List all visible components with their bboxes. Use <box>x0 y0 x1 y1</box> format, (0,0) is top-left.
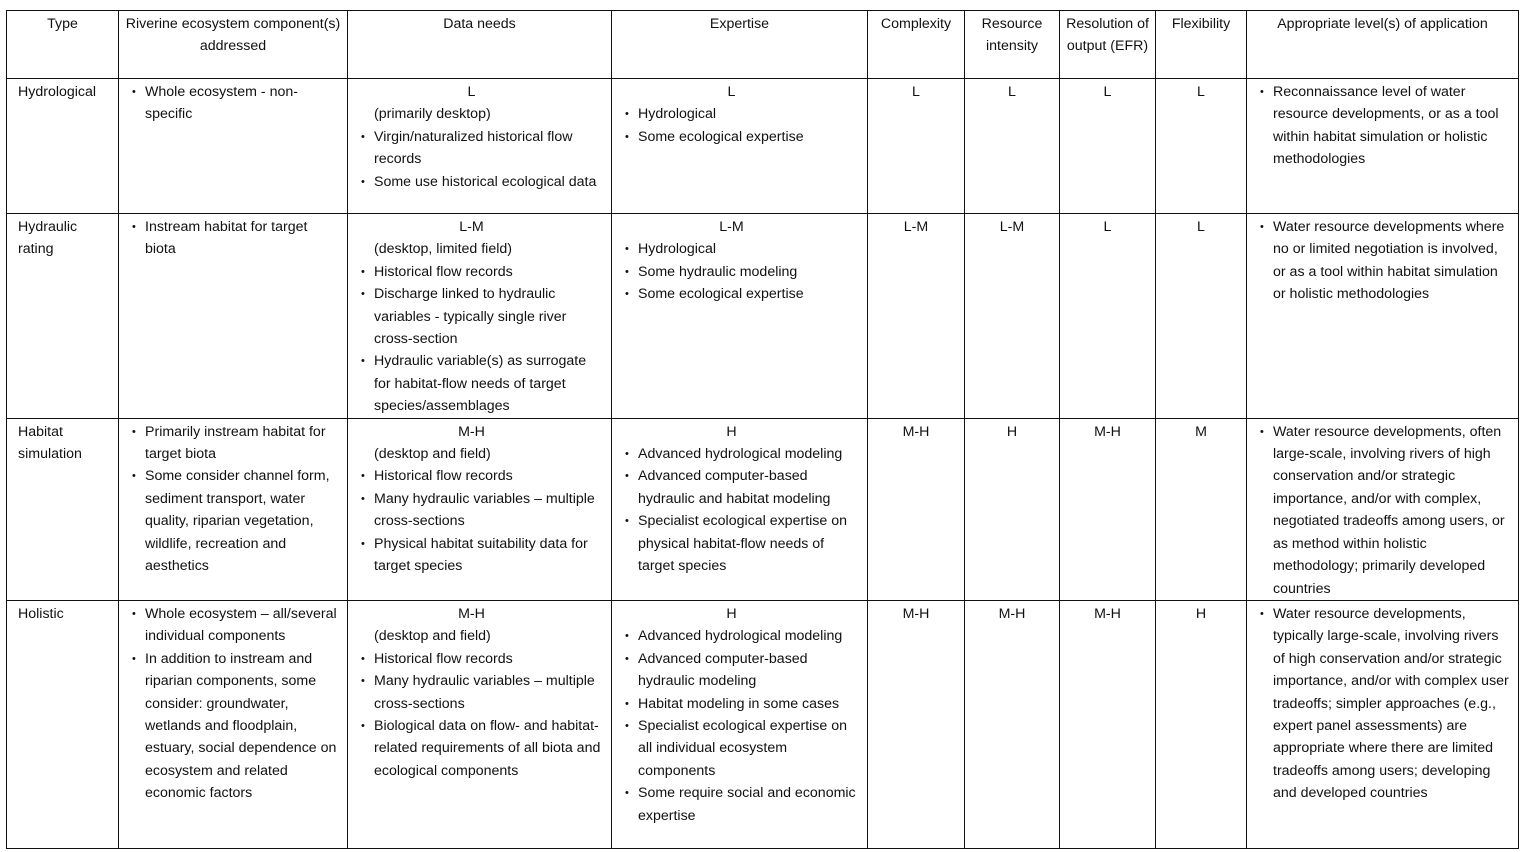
data-needs-cell <box>348 214 612 419</box>
list-item: • Biological data on flow- and habitat-related requirements of all biota and ecological components <box>358 715 605 782</box>
bullet-icon: • <box>361 470 365 483</box>
resource-cell: H <box>965 418 1060 600</box>
bullet-icon: • <box>361 537 365 550</box>
flexibility-cell: H <box>1156 600 1247 848</box>
application-list <box>1257 603 1512 805</box>
bullet-icon: • <box>625 719 629 732</box>
list-item: • Reconnaissance level of water resource developments, or as a tool within habitat simulation or holistic methodologies <box>1257 81 1512 171</box>
bullet-icon: • <box>361 355 365 368</box>
resource-cell: M-H <box>965 600 1060 848</box>
list-item: • Virgin/naturalized historical flow records <box>358 126 605 171</box>
application-cell <box>1247 600 1519 848</box>
table-row <box>7 600 1519 848</box>
list-item: • Some ecological expertise <box>622 283 861 305</box>
bullet-icon: • <box>625 243 629 256</box>
bullet-icon: • <box>625 130 629 143</box>
table-row <box>7 214 1519 419</box>
application-list <box>1257 216 1512 306</box>
bullet-icon: • <box>625 108 629 121</box>
bullet-icon: • <box>1260 221 1264 233</box>
application-list <box>1257 81 1512 171</box>
expertise-level: L <box>727 84 736 100</box>
type-cell: Hydraulic rating <box>7 214 119 419</box>
header-type: Type <box>7 11 119 79</box>
expertise-list <box>622 625 861 827</box>
expertise-level: H <box>726 605 737 622</box>
components-list <box>129 603 341 805</box>
type-cell: Holistic <box>7 600 119 848</box>
list-item: • Advanced computer-based hydraulic modeling <box>622 648 861 693</box>
components-cell <box>119 214 348 419</box>
bullet-icon: • <box>625 288 629 301</box>
data-needs-list <box>358 126 605 193</box>
list-item: • Specialist ecological expertise on physical habitat-flow needs of target species <box>622 510 861 577</box>
header-resource-intensity: Resource intensity <box>965 11 1060 79</box>
complexity-cell: M-H <box>868 418 965 600</box>
bullet-icon: • <box>625 787 629 800</box>
header-flexibility: Flexibility <box>1156 11 1247 79</box>
table-row <box>7 79 1519 214</box>
expertise-cell <box>612 600 868 848</box>
expertise-list <box>622 443 861 577</box>
bullet-icon: • <box>361 492 365 505</box>
data-scope: (desktop and field) <box>374 446 491 463</box>
list-item: • Water resource developments where no or limited negotiation is involved, or as a tool within habitat simulation or holistic methodologies <box>1257 216 1512 306</box>
components-cell <box>119 79 348 214</box>
data-level: M-H <box>458 605 485 622</box>
bullet-icon: • <box>625 630 629 643</box>
bullet-icon: • <box>132 652 136 665</box>
bullet-icon: • <box>132 425 136 438</box>
bullet-icon: • <box>625 470 629 483</box>
bullet-icon: • <box>132 86 136 98</box>
bullet-icon: • <box>132 470 136 483</box>
components-list <box>129 216 341 261</box>
list-item: • Whole ecosystem – all/several individual components <box>129 603 341 648</box>
application-cell <box>1247 418 1519 600</box>
list-item: • Hydraulic variable(s) as surrogate for habitat-flow needs of target species/assemblages <box>358 350 605 417</box>
bullet-icon: • <box>625 515 629 528</box>
type-cell: Habitat simulation <box>7 418 119 600</box>
bullet-icon: • <box>132 607 136 620</box>
components-cell <box>119 418 348 600</box>
resolution-cell: M-H <box>1060 418 1156 600</box>
list-item: • Historical flow records <box>358 261 605 283</box>
list-item: • Whole ecosystem - non-specific <box>129 81 341 126</box>
complexity-cell: L-M <box>868 214 965 419</box>
bullet-icon: • <box>1260 607 1264 620</box>
list-item: • Habitat modeling in some cases <box>622 693 861 715</box>
list-item: • Hydrological <box>622 103 861 125</box>
list-item: • Instream habitat for target biota <box>129 216 341 261</box>
header-resolution: Resolution of output (EFR) <box>1060 11 1156 79</box>
data-needs-list <box>358 465 605 577</box>
expertise-level: L-M <box>719 219 744 235</box>
list-item: • Some hydraulic modeling <box>622 261 861 283</box>
application-list <box>1257 421 1512 600</box>
data-level: L <box>467 84 476 100</box>
data-scope: (primarily desktop) <box>374 106 491 123</box>
data-needs-cell <box>348 418 612 600</box>
bullet-icon: • <box>132 221 136 233</box>
list-item: • Some ecological expertise <box>622 126 861 148</box>
bullet-icon: • <box>625 448 629 461</box>
header-application: Appropriate level(s) of application <box>1247 11 1519 79</box>
list-item: • Many hydraulic variables – multiple cross-sections <box>358 488 605 533</box>
resolution-cell: L <box>1060 214 1156 419</box>
bullet-icon: • <box>361 652 365 665</box>
list-item: • Hydrological <box>622 238 861 260</box>
data-needs-list <box>358 261 605 418</box>
expertise-cell <box>612 418 868 600</box>
header-expertise: Expertise <box>612 11 868 79</box>
list-item: • Some require social and economic expertise <box>622 782 861 827</box>
header-components: Riverine ecosystem component(s) addressed <box>119 11 348 79</box>
header-data-needs: Data needs <box>348 11 612 79</box>
flexibility-cell: L <box>1156 214 1247 419</box>
flexibility-cell: M <box>1156 418 1247 600</box>
data-scope: (desktop and field) <box>374 628 491 645</box>
list-item: • Water resource developments, often large-scale, involving rivers of high conservation and/or strategic importance, and/or with complex, negotiated tradeoffs among users, or as method within holistic methodology; primarily developed countries <box>1257 421 1512 600</box>
list-item: • Primarily instream habitat for target biota <box>129 421 341 466</box>
list-item: • Advanced hydrological modeling <box>622 443 861 465</box>
data-needs-cell <box>348 79 612 214</box>
complexity-cell: M-H <box>868 600 965 848</box>
list-item: • Physical habitat suitability data for target species <box>358 533 605 578</box>
bullet-icon: • <box>361 675 365 688</box>
application-cell <box>1247 79 1519 214</box>
bullet-icon: • <box>1260 425 1264 438</box>
components-cell <box>119 600 348 848</box>
components-list <box>129 81 341 126</box>
data-level: M-H <box>458 423 485 440</box>
bullet-icon: • <box>625 652 629 665</box>
list-item: • Some use historical ecological data <box>358 171 605 193</box>
list-item: • Historical flow records <box>358 465 605 487</box>
resolution-cell: M-H <box>1060 600 1156 848</box>
data-level: L-M <box>459 219 484 235</box>
data-scope: (desktop, limited field) <box>374 241 512 258</box>
application-cell <box>1247 214 1519 419</box>
header-complexity: Complexity <box>868 11 965 79</box>
bullet-icon: • <box>361 288 365 301</box>
bullet-icon: • <box>361 265 365 278</box>
components-list <box>129 421 341 578</box>
expertise-list <box>622 238 861 305</box>
complexity-cell: L <box>868 79 965 214</box>
list-item: • Specialist ecological expertise on all individual ecosystem components <box>622 715 861 782</box>
bullet-icon: • <box>1260 86 1264 98</box>
list-item: • Historical flow records <box>358 648 605 670</box>
header-row <box>7 11 1519 79</box>
data-needs-cell <box>348 600 612 848</box>
bullet-icon: • <box>625 697 629 710</box>
list-item: • In addition to instream and riparian components, some consider: groundwater, wetlands and floodplain, estuary, social dependence on ecosystem and related economic factors <box>129 648 341 805</box>
list-item: • Some consider channel form, sediment transport, water quality, riparian vegetation, wildlife, recreation and aesthetics <box>129 465 341 577</box>
table-row <box>7 418 1519 600</box>
data-needs-list <box>358 648 605 782</box>
type-cell: Hydrological <box>7 79 119 214</box>
bullet-icon: • <box>361 719 365 732</box>
expertise-level: H <box>726 423 737 440</box>
list-item: • Water resource developments, typically large-scale, involving rivers of high conservation and/or strategic importance, and/or with complex user tradeoffs; simpler approaches (e.g., expert panel assessments) are appropriate where there are limited tradeoffs among users; developing and developed countries <box>1257 603 1512 805</box>
list-item: • Discharge linked to hydraulic variables - typically single river cross-section <box>358 283 605 350</box>
expertise-list <box>622 103 861 148</box>
methodology-comparison-table <box>6 10 1519 849</box>
resolution-cell: L <box>1060 79 1156 214</box>
expertise-cell <box>612 214 868 419</box>
bullet-icon: • <box>361 175 365 188</box>
flexibility-cell: L <box>1156 79 1247 214</box>
expertise-cell <box>612 79 868 214</box>
resource-cell: L <box>965 79 1060 214</box>
bullet-icon: • <box>625 265 629 278</box>
resource-cell: L-M <box>965 214 1060 419</box>
list-item: • Advanced hydrological modeling <box>622 625 861 647</box>
list-item: • Many hydraulic variables – multiple cross-sections <box>358 670 605 715</box>
bullet-icon: • <box>361 130 365 143</box>
list-item: • Advanced computer-based hydraulic and habitat modeling <box>622 465 861 510</box>
